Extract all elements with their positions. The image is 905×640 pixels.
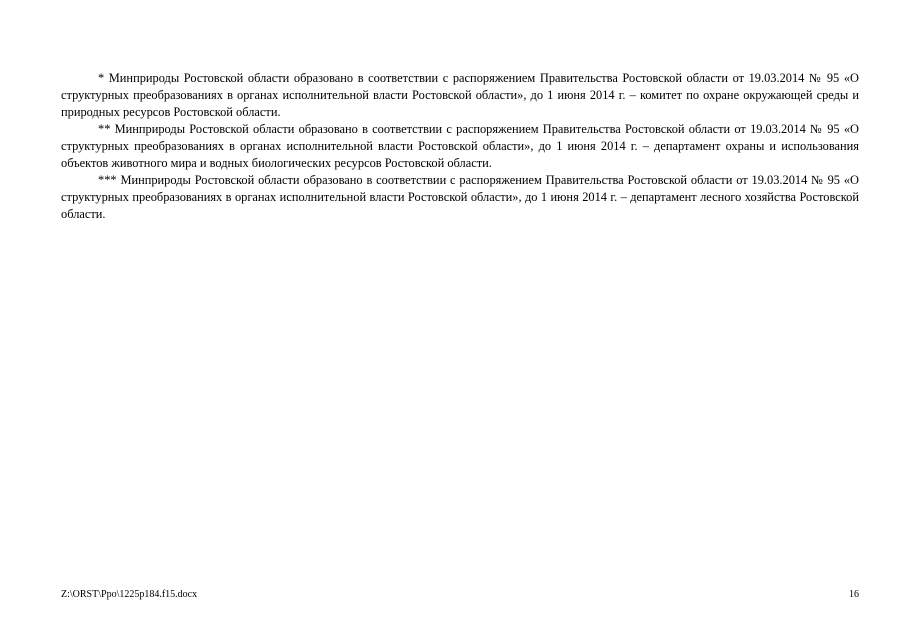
footnotes-block [61,70,859,223]
footnote-1: * Минприроды Ростовской области образовано в соответствии с распоряжением Правительства Ростовской области от 19.03.2014 № 95 «О структурных преобразованиях в органах исполнительной власти Ростовской области», до 1 июня 2014 г. – комитет по охране окружающей среды и природных ресурсов Ростовской области. [61,71,859,119]
footnote-2: ** Минприроды Ростовской области образовано в соответствии с распоряжением Правительства Ростовской области от 19.03.2014 № 95 «О структурных преобразованиях в органах исполнительной власти Ростовской области», до 1 июня 2014 г. – департамент охраны и использования объектов животного мира и водных биологических ресурсов Ростовской области. [61,122,859,170]
footer-file-path: Z:\ORST\Ppo\1225p184.f15.docx [61,589,198,600]
footer-page-number: 16 [849,589,859,600]
footnote-3: *** Минприроды Ростовской области образовано в соответствии с распоряжением Правительства Ростовской области от 19.03.2014 № 95 «О структурных преобразованиях в органах исполнительной власти Ростовской области», до 1 июня 2014 г. – департамент лесного хозяйства Ростовской области. [61,173,859,221]
page-footer [61,588,859,602]
